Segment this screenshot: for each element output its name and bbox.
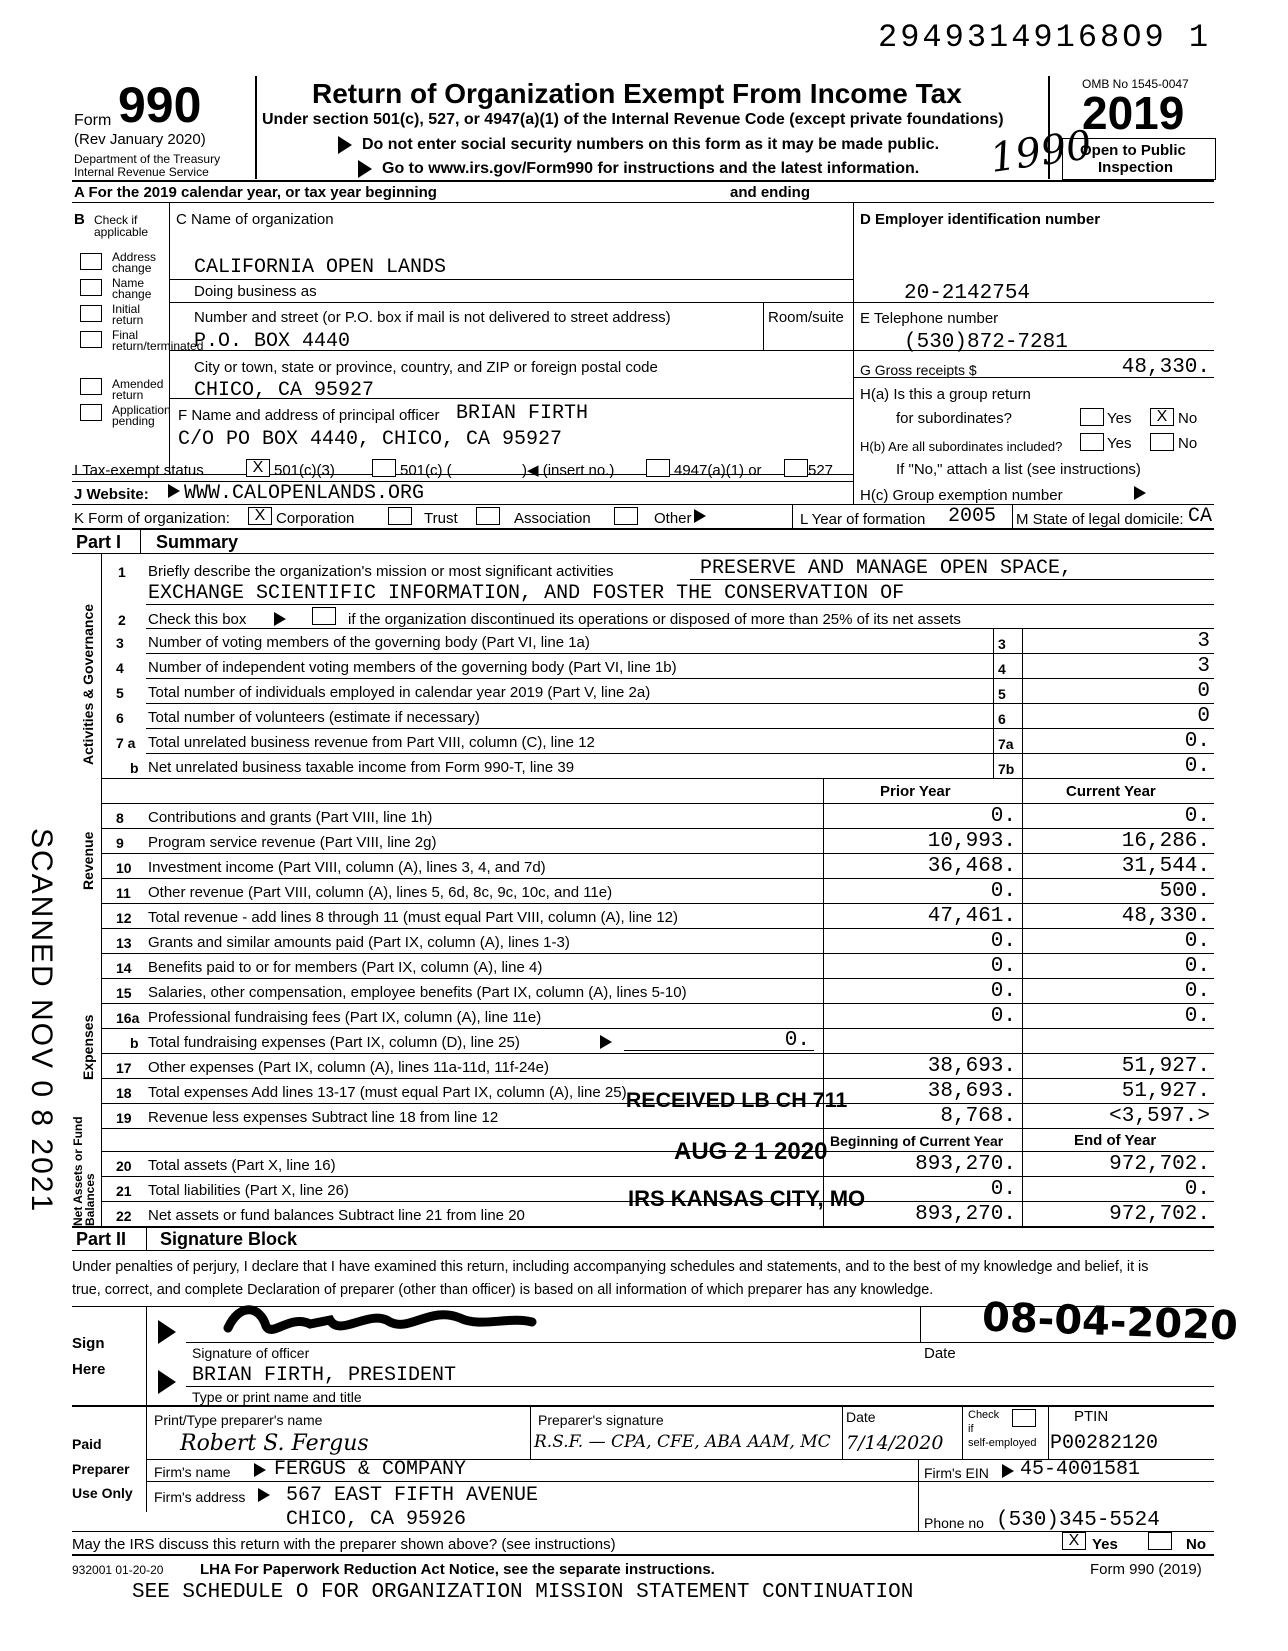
discuss-no-label: No: [1186, 1536, 1206, 1553]
phone-value: (530)872-7281: [904, 331, 1068, 354]
check-label-if: if: [968, 1423, 974, 1435]
line-2-checkbox[interactable]: [312, 607, 336, 625]
prior-year-value: 8,768.: [940, 1105, 1016, 1128]
status-527-checkbox[interactable]: [784, 459, 808, 477]
gov-line-box: 5: [998, 686, 1006, 702]
boy-header: Beginning of Current Year: [830, 1133, 1004, 1149]
ha-label: H(a) Is this a group return: [860, 386, 1031, 403]
summary-line-text: Professional fundraising fees (Part IX, column (A), line 11e): [148, 1009, 542, 1026]
current-year-value: 0.: [1184, 980, 1210, 1003]
arrow-icon: [694, 509, 706, 523]
dept-irs: Internal Revenue Service: [74, 165, 209, 179]
net-line-text: Total assets (Part X, line 16): [148, 1157, 336, 1174]
summary-line-num: 14: [116, 960, 132, 976]
penalty-text-2: true, correct, and complete Declaration of preparer (other than officer) is based on all information of which preparer has any knowledge.: [72, 1282, 934, 1298]
omb-number: OMB No 1545-0047: [1082, 77, 1189, 91]
part2-label: Part II: [76, 1229, 127, 1249]
form-subtitle: Under section 501(c), 527, or 4947(a)(1) of the Internal Revenue Code (except private foundations): [262, 111, 1004, 128]
gov-line-num: 4: [116, 660, 124, 676]
stamp-scanned: SCANNED NOV 0 8 2021: [25, 828, 58, 1214]
status-4947-checkbox[interactable]: [646, 459, 670, 477]
hb-yes-label: Yes: [1107, 435, 1132, 452]
hb-no-label: No: [1178, 435, 1198, 452]
line-16b-num: b: [130, 1035, 139, 1051]
hb-yes-checkbox[interactable]: [1080, 433, 1104, 451]
gov-line-value: 3: [1197, 655, 1210, 678]
status-501c-label: 501(c) (: [400, 462, 452, 479]
line-1-num: 1: [118, 564, 126, 580]
signer-name: BRIAN FIRTH, PRESIDENT: [192, 1364, 457, 1387]
handwritten-1990: 1990: [987, 122, 1095, 182]
summary-line-num: 8: [116, 810, 124, 826]
arrow-icon: [158, 1320, 176, 1344]
arrow-icon: [158, 1370, 176, 1394]
arrow-icon: [258, 1488, 270, 1502]
eoy-value: 972,702.: [1109, 1153, 1210, 1176]
ha-label-2: for subordinates?: [896, 410, 1012, 427]
current-year-value: <3,597.>: [1109, 1105, 1210, 1128]
gov-line-num: 5: [116, 685, 124, 701]
self-employed-label: self-employed: [968, 1437, 1037, 1449]
firm-name: FERGUS & COMPANY: [274, 1458, 467, 1481]
lha-notice: LHA For Paperwork Reduction Act Notice, see the separate instructions.: [200, 1561, 715, 1578]
line-a: A For the 2019 calendar year, or tax year beginning: [74, 184, 437, 201]
summary-line-text: Revenue less expenses Subtract line 18 from line 12: [148, 1109, 499, 1126]
ptin-label: PTIN: [1074, 1408, 1109, 1425]
status-4947-label: 4947(a)(1) or: [674, 462, 762, 479]
firm-address-label: Firm's address: [154, 1489, 246, 1505]
f-label: F Name and address of principal officer: [178, 407, 440, 424]
penalty-text-1: Under penalties of perjury, I declare that I have examined this return, including accompanying schedules and statements, and to the best of my knowledge and belief, it is: [72, 1259, 1149, 1275]
b-check-label: Check if applicable: [94, 213, 149, 239]
label-final-return: Final return/terminated: [112, 328, 204, 353]
side-label-expenses: Expenses: [80, 1014, 96, 1080]
summary-line-text: Investment income (Part VIII, column (A), lines 3, 4, and 7d): [148, 859, 546, 876]
officer-signature: [220, 1298, 540, 1342]
ha-yes-checkbox[interactable]: [1080, 408, 1104, 426]
hb-note: If "No," attach a list (see instructions): [896, 461, 1141, 478]
g-label: G Gross receipts $: [860, 362, 977, 378]
arrow-icon: [600, 1035, 612, 1049]
firm-ein: 45-4001581: [1020, 1458, 1141, 1481]
type-print-label: Type or print name and title: [192, 1389, 362, 1405]
summary-line-text: Contributions and grants (Part VIII, line 1h): [148, 809, 433, 826]
eoy-header: End of Year: [1074, 1132, 1157, 1149]
stamp-irs: IRS KANSAS CITY, MO: [628, 1186, 866, 1211]
here-label: Here: [72, 1361, 106, 1378]
summary-line-num: 13: [116, 935, 132, 951]
current-year-value: 31,544.: [1121, 855, 1210, 878]
prior-year-value: 0.: [990, 1005, 1016, 1028]
c-label: C Name of organization: [176, 211, 334, 228]
summary-line-text: Total revenue - add lines 8 through 11 (must equal Part VIII, column (A), line 12): [148, 909, 678, 926]
preparer-date-label: Date: [846, 1409, 876, 1425]
officer-name: BRIAN FIRTH: [456, 402, 589, 425]
signature-label: Signature of officer: [192, 1345, 310, 1361]
gov-line-box: 7b: [998, 761, 1015, 777]
ein-value: 20-2142754: [904, 282, 1031, 305]
open-public: Open to Public: [1080, 142, 1186, 159]
line-2-rest: if the organization discontinued its operations or disposed of more than 25% of its net assets: [348, 611, 961, 628]
summary-line-text: Benefits paid to or for members (Part IX, column (A), line 4): [148, 959, 543, 976]
gov-line-num: 6: [116, 710, 124, 726]
mission-line-1: PRESERVE AND MANAGE OPEN SPACE,: [700, 557, 1073, 580]
arrow-icon: [254, 1463, 266, 1477]
part1-title: Summary: [156, 532, 239, 552]
self-employed-checkbox[interactable]: [1012, 1409, 1036, 1427]
phone-label: Phone no: [924, 1515, 984, 1531]
stamp-date: AUG 2 1 2020: [674, 1138, 828, 1165]
summary-line-text: Other expenses (Part IX, column (A), lines 11a-11d, 11f-24e): [148, 1059, 550, 1076]
prior-year-value: 0.: [990, 955, 1016, 978]
preparer-signature: R.S.F. — CPA, CFE, ABA AAM, MC: [534, 1432, 831, 1452]
k-label: K Form of organization:: [74, 510, 230, 527]
arrow-icon: [1002, 1464, 1014, 1478]
schedule-note: SEE SCHEDULE O FOR ORGANIZATION MISSION STATEMENT CONTINUATION: [132, 1581, 914, 1604]
hc-label: H(c) Group exemption number: [860, 487, 1063, 504]
notice-instructions: Go to www.irs.gov/Form990 for instructions and the latest information.: [382, 160, 920, 177]
checkbox-amended-return[interactable]: [80, 378, 102, 395]
prior-year-value: 38,693.: [927, 1055, 1016, 1078]
current-year-value: 0.: [1184, 805, 1210, 828]
gov-line-text: Net unrelated business taxable income from Form 990-T, line 39: [148, 759, 575, 776]
ha-yes-label: Yes: [1107, 410, 1132, 427]
tax-exempt-label: I Tax-exempt status: [74, 462, 204, 479]
preparer-sig-label: Preparer's signature: [538, 1412, 664, 1428]
status-insert-label: )◀ (insert no.): [522, 462, 615, 479]
street-address: P.O. BOX 4440: [194, 330, 351, 353]
summary-line-num: 10: [116, 860, 132, 876]
hb-label: H(b) Are all subordinates included?: [860, 439, 1063, 454]
prior-year-value: 36,468.: [927, 855, 1016, 878]
firm-address-1: 567 EAST FIFTH AVENUE: [286, 1484, 539, 1507]
prior-year-value: 0.: [990, 980, 1016, 1003]
state-domicile: CA: [1188, 505, 1213, 528]
status-501c3-x: X: [252, 459, 264, 476]
other-checkbox[interactable]: [614, 507, 638, 525]
preparer-name: Robert S. Fergus: [180, 1431, 369, 1456]
boy-value: 893,270.: [915, 1153, 1016, 1176]
prior-year-value: 0.: [990, 930, 1016, 953]
gov-line-text: Total unrelated business revenue from Part VIII, column (C), line 12: [148, 734, 595, 751]
line-2-num: 2: [118, 612, 126, 628]
gov-line-value: 3: [1197, 630, 1210, 653]
gov-line-num: 7 a: [116, 735, 136, 751]
city-state-zip: CHICO, CA 95927: [194, 379, 375, 402]
label-name-change: Name change: [112, 276, 152, 301]
gov-line-text: Total number of volunteers (estimate if necessary): [148, 709, 480, 726]
association-checkbox[interactable]: [476, 507, 500, 525]
ptin-value: P00282120: [1050, 1432, 1159, 1455]
arrow-icon: [358, 160, 372, 178]
line-16b-text: Total fundraising expenses (Part IX, column (D), line 25): [148, 1034, 520, 1051]
summary-line-text: Salaries, other compensation, employee benefits (Part IX, column (A), lines 5-10): [148, 984, 687, 1001]
gov-line-box: 7a: [998, 736, 1014, 752]
summary-line-num: 9: [116, 835, 124, 851]
net-line-num: 21: [116, 1183, 132, 1199]
prior-year-value: 0.: [990, 805, 1016, 828]
ha-no-x: X: [1156, 408, 1168, 425]
summary-line-text: Program service revenue (Part VIII, line 2g): [148, 834, 437, 851]
paid-label: Paid: [72, 1436, 102, 1452]
label-initial-return: Initial return: [112, 302, 144, 327]
form-code: 932001 01-20-20: [72, 1563, 164, 1577]
gov-line-num: b: [130, 760, 139, 776]
summary-line-text: Total expenses Add lines 13-17 (must equal Part IX, column (A), line 25): [148, 1084, 627, 1101]
website-value: WWW.CALOPENLANDS.ORG: [184, 482, 425, 505]
dba-label: Doing business as: [194, 283, 317, 300]
summary-line-num: 16a: [116, 1010, 140, 1026]
side-label-revenue: Revenue: [80, 831, 96, 890]
net-line-num: 22: [116, 1208, 132, 1224]
gross-receipts: 48,330.: [1121, 356, 1210, 379]
checkbox-address-change[interactable]: [80, 253, 102, 270]
b-label: B: [74, 211, 85, 228]
checkbox-name-change[interactable]: [80, 279, 102, 296]
part1-label: Part I: [76, 532, 122, 552]
status-527-label: 527: [808, 462, 834, 479]
gov-line-box: 3: [998, 636, 1006, 652]
street-label: Number and street (or P.O. box if mail is not delivered to street address): [194, 309, 671, 326]
summary-line-num: 17: [116, 1060, 132, 1076]
summary-line-num: 15: [116, 985, 132, 1001]
hb-no-checkbox[interactable]: [1150, 433, 1174, 451]
discuss-yes-label: Yes: [1092, 1536, 1118, 1553]
gov-line-value: 0.: [1184, 755, 1210, 778]
stamp-received: RECEIVED LB CH 711: [625, 1089, 848, 1112]
form-revision: (Rev January 2020): [74, 131, 206, 148]
sign-label: Sign: [72, 1335, 105, 1352]
status-501c-checkbox[interactable]: [372, 459, 396, 477]
current-year-value: 0.: [1184, 1005, 1210, 1028]
checkbox-application-pending[interactable]: [80, 404, 102, 421]
l-label: L Year of formation: [800, 511, 926, 528]
and-ending: and ending: [730, 184, 810, 201]
label-amended-return: Amended return: [112, 377, 164, 402]
current-year-value: 500.: [1159, 880, 1210, 903]
label-application-pending: Application pending: [112, 403, 171, 428]
eoy-value: 972,702.: [1109, 1203, 1210, 1226]
current-year-value: 0.: [1184, 930, 1210, 953]
ha-no-label: No: [1178, 410, 1198, 427]
summary-line-text: Other revenue (Part VIII, column (A), lines 5, 6d, 8c, 9c, 10c, and 11e): [148, 884, 613, 901]
preparer-label: Preparer: [72, 1461, 130, 1477]
summary-line-num: 12: [116, 910, 132, 926]
boy-value: 0.: [990, 1178, 1016, 1201]
org-name: CALIFORNIA OPEN LANDS: [194, 256, 447, 279]
officer-address: C/O PO BOX 4440, CHICO, CA 95927: [178, 428, 563, 451]
gov-line-text: Number of voting members of the governing body (Part VI, line 1a): [148, 634, 590, 651]
gov-line-value: 0: [1197, 705, 1210, 728]
other-label: Other: [654, 510, 692, 527]
corporation-x: X: [254, 507, 266, 524]
summary-line-num: 19: [116, 1110, 132, 1126]
dept-treasury: Department of the Treasury: [74, 152, 221, 166]
trust-label: Trust: [424, 510, 458, 527]
net-line-text: Total liabilities (Part X, line 26): [148, 1182, 349, 1199]
current-year-header: Current Year: [1066, 783, 1156, 800]
discuss-no-checkbox[interactable]: [1148, 1532, 1172, 1550]
summary-line-text: Grants and similar amounts paid (Part IX, column (A), lines 1-3): [148, 934, 570, 951]
preparer-name-label: Print/Type preparer's name: [154, 1412, 323, 1428]
arrow-icon: [274, 612, 286, 626]
prior-year-value: 47,461.: [927, 905, 1016, 928]
current-year-value: 51,927.: [1121, 1055, 1210, 1078]
line-2-text: Check this box: [148, 611, 247, 628]
current-year-value: 16,286.: [1121, 830, 1210, 853]
notice-ssn: Do not enter social security numbers on this form as it may be made public.: [362, 136, 940, 153]
discuss-yes-x: X: [1068, 1532, 1080, 1549]
use-only-label: Use Only: [72, 1485, 133, 1501]
current-year-value: 0.: [1184, 955, 1210, 978]
firm-name-label: Firm's name: [154, 1464, 231, 1480]
form-number: 990: [118, 77, 202, 133]
part2-title: Signature Block: [160, 1229, 298, 1249]
gov-line-text: Total number of individuals employed in calendar year 2019 (Part V, line 2a): [148, 684, 651, 701]
form-footer: Form 990 (2019): [1090, 1561, 1202, 1578]
trust-checkbox[interactable]: [388, 507, 412, 525]
arrow-icon: [1134, 486, 1146, 500]
gov-line-value: 0: [1197, 680, 1210, 703]
sign-date: 08-04-2020: [981, 1294, 1239, 1350]
boy-value: 893,270.: [915, 1203, 1016, 1226]
gov-line-box: 4: [998, 661, 1006, 677]
inspection: Inspection: [1098, 159, 1174, 176]
e-label: E Telephone number: [860, 310, 999, 327]
year-formation: 2005: [948, 505, 997, 528]
preparer-date: 7/14/2020: [846, 1432, 944, 1454]
summary-line-num: 11: [116, 885, 131, 901]
discuss-text: May the IRS discuss this return with the preparer shown above? (see instructions): [72, 1536, 616, 1553]
firm-address-2: CHICO, CA 95926: [286, 1508, 467, 1531]
prior-year-value: 10,993.: [927, 830, 1016, 853]
firm-ein-label: Firm's EIN: [924, 1465, 989, 1481]
date-label: Date: [924, 1345, 956, 1362]
city-label: City or town, state or province, country, and ZIP or foreign postal code: [194, 359, 658, 376]
arrow-icon: [168, 484, 180, 498]
status-501c3-label: 501(c)(3): [274, 462, 335, 479]
current-year-value: 48,330.: [1121, 905, 1210, 928]
prior-year-header: Prior Year: [880, 783, 951, 800]
corporation-label: Corporation: [276, 510, 355, 527]
summary-line-num: 18: [116, 1085, 132, 1101]
gov-line-value: 0.: [1184, 730, 1210, 753]
gov-line-text: Number of independent voting members of the governing body (Part VI, line 1b): [148, 659, 677, 676]
prior-year-value: 38,693.: [927, 1080, 1016, 1103]
website-label: J Website:: [74, 486, 149, 503]
association-label: Association: [514, 510, 591, 527]
checkbox-final-return[interactable]: [80, 331, 102, 348]
form-title: Return of Organization Exempt From Income Tax: [312, 78, 962, 109]
m-label: M State of legal domicile:: [1016, 511, 1184, 528]
label-address-change: Address change: [112, 250, 157, 275]
net-line-text: Net assets or fund balances Subtract line 21 from line 20: [148, 1207, 525, 1224]
current-year-value: 51,927.: [1121, 1080, 1210, 1103]
gov-line-box: 6: [998, 711, 1006, 727]
d-label: D Employer identification number: [860, 211, 1101, 228]
room-label: Room/suite: [768, 309, 844, 326]
line-16b-value: 0.: [784, 1029, 810, 1052]
arrow-icon: [338, 136, 352, 154]
checkbox-initial-return[interactable]: [80, 305, 102, 322]
side-label-net-assets: Net Assets or Fund Balances: [71, 1116, 97, 1226]
dln-number: 29493149168O9 1: [878, 19, 1212, 56]
net-line-num: 20: [116, 1158, 132, 1174]
firm-phone: (530)345-5524: [996, 1509, 1160, 1532]
eoy-value: 0.: [1184, 1178, 1210, 1201]
check-label: Check: [968, 1409, 1000, 1421]
form-label: Form: [74, 112, 112, 129]
line-1-text: Briefly describe the organization's mission or most significant activities: [148, 563, 614, 580]
gov-line-num: 3: [116, 635, 124, 651]
prior-year-value: 0.: [990, 880, 1016, 903]
mission-line-2: EXCHANGE SCIENTIFIC INFORMATION, AND FOSTER THE CONSERVATION OF: [148, 582, 905, 605]
side-label-governance: Activities & Governance: [80, 603, 96, 765]
tax-year: 2019: [1082, 87, 1185, 139]
